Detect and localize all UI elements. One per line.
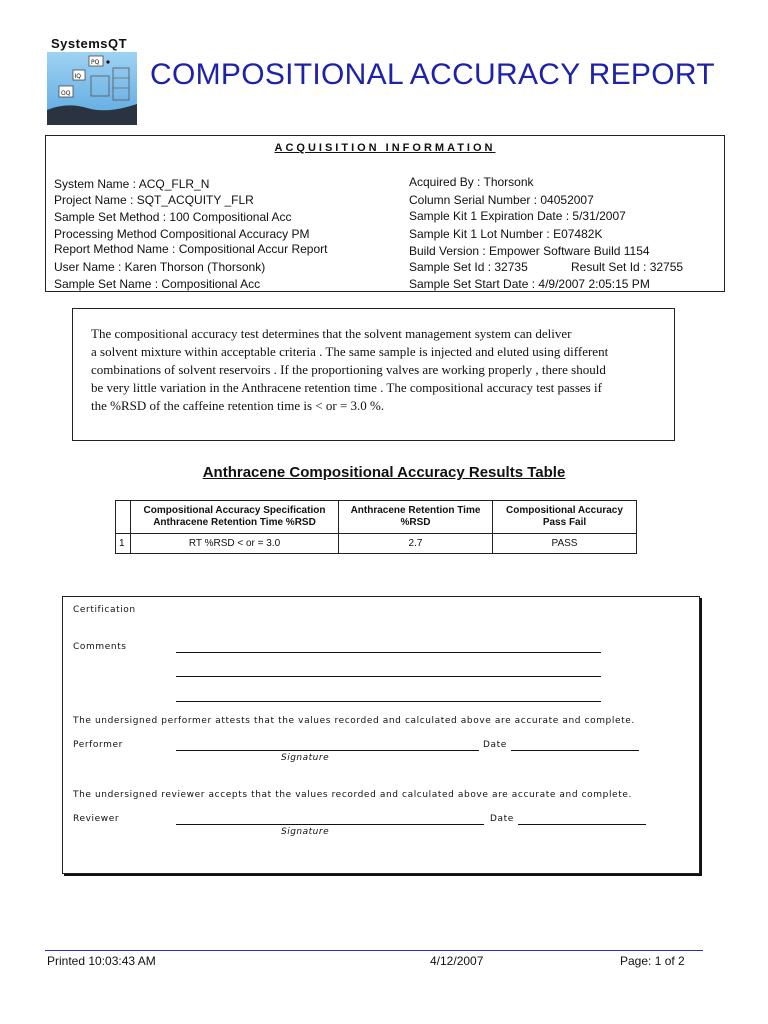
result-set-id: Result Set Id : 32755 [571, 260, 684, 274]
table-header-row [116, 501, 637, 534]
report-method-name: Report Method Name : Compositional Accur Report [54, 242, 328, 256]
performer-date-line[interactable] [511, 750, 639, 751]
reviewer-signature-caption: Signature [281, 827, 330, 837]
description-line: the %RSD of the caffeine retention time is < or = 3.0 %. [91, 398, 385, 413]
description-line: The compositional accuracy test determines that the solvent management system can deliver [91, 326, 572, 341]
comments-label: Comments [73, 642, 127, 652]
reviewer-date-label: Date [490, 814, 514, 824]
row-number: 1 [116, 534, 131, 554]
user-name: User Name : Karen Thorson (Thorsonk) [54, 260, 266, 274]
sample-set-method: Sample Set Method : 100 Compositional Acc [54, 210, 292, 224]
results-table [115, 500, 637, 554]
systemsqt-logo [45, 30, 138, 125]
performer-statement: The undersigned performer attests that the values recorded and calculated above are accurate and complete. [73, 716, 635, 726]
description-line: be very little variation in the Anthracene retention time . The compositional accuracy test passes if [91, 380, 602, 395]
acquisition-info-panel [45, 135, 725, 292]
certification-heading: Certification [73, 605, 136, 615]
retention-time-header: Anthracene Retention Time %RSD [339, 501, 493, 534]
row-number-header [116, 501, 131, 534]
reviewer-date-line[interactable] [518, 824, 646, 825]
processing-method: Processing Method Compositional Accuracy PM [54, 227, 310, 241]
performer-date-label: Date [483, 740, 507, 750]
test-description-panel [72, 308, 675, 441]
pass-fail-header: Compositional Accuracy Pass Fail [493, 501, 637, 534]
table-row [116, 534, 637, 554]
sample-set-start-date: Sample Set Start Date : 4/9/2007 2:05:15 PM [409, 277, 650, 291]
comments-line[interactable] [176, 652, 601, 653]
sample-set-id: Sample Set Id : 32735 [409, 260, 528, 274]
reviewer-label: Reviewer [73, 814, 120, 824]
comments-line[interactable] [176, 676, 601, 677]
description-line: a solvent mixture within acceptable criteria . The same sample is injected and eluted using different [91, 344, 609, 359]
performer-signature-line[interactable] [176, 750, 479, 751]
logo-artwork-icon [47, 52, 137, 125]
performer-signature-caption: Signature [281, 753, 330, 763]
specification-cell: RT %RSD < or = 3.0 [131, 534, 339, 554]
kit-expiration-date: Sample Kit 1 Expiration Date : 5/31/2007 [409, 209, 626, 223]
certification-panel [62, 596, 700, 874]
logo-text: SystemsQT [51, 36, 128, 51]
acquisition-heading: ACQUISITION INFORMATION [274, 142, 496, 154]
system-name: System Name : ACQ_FLR_N [54, 177, 210, 191]
specification-header: Compositional Accuracy Specification Anthracene Retention Time %RSD [131, 501, 339, 534]
pass-fail-cell: PASS [493, 534, 637, 554]
page-number: Page: 1 of 2 [620, 954, 685, 968]
performer-label: Performer [73, 740, 123, 750]
acquired-by: Acquired By : Thorsonk [409, 175, 534, 189]
kit-lot-number: Sample Kit 1 Lot Number : E07482K [409, 227, 603, 241]
sample-set-name: Sample Set Name : Compositional Acc [54, 277, 261, 291]
reviewer-signature-line[interactable] [176, 824, 484, 825]
printed-time: Printed 10:03:43 AM [47, 954, 156, 968]
results-table-title: Anthracene Compositional Accuracy Results Table [202, 464, 566, 481]
footer-divider [45, 950, 703, 951]
test-description [91, 325, 661, 415]
description-line: combinations of solvent reservoirs . If the proportioning valves are working properly , there should [91, 362, 606, 377]
comments-line[interactable] [176, 701, 601, 702]
build-version: Build Version : Empower Software Build 1154 [409, 244, 650, 258]
svg-text:PQ: PQ [91, 59, 100, 66]
report-title: COMPOSITIONAL ACCURACY REPORT [150, 58, 715, 91]
project-name: Project Name : SQT_ACQUITY _FLR [54, 193, 254, 207]
svg-text:IQ: IQ [74, 73, 81, 80]
printed-date: 4/12/2007 [430, 954, 484, 968]
retention-time-cell: 2.7 [339, 534, 493, 554]
svg-text:OQ: OQ [61, 90, 71, 97]
column-serial-number: Column Serial Number : 04052007 [409, 193, 594, 207]
reviewer-statement: The undersigned reviewer accepts that the values recorded and calculated above are accurate and complete. [73, 790, 632, 800]
